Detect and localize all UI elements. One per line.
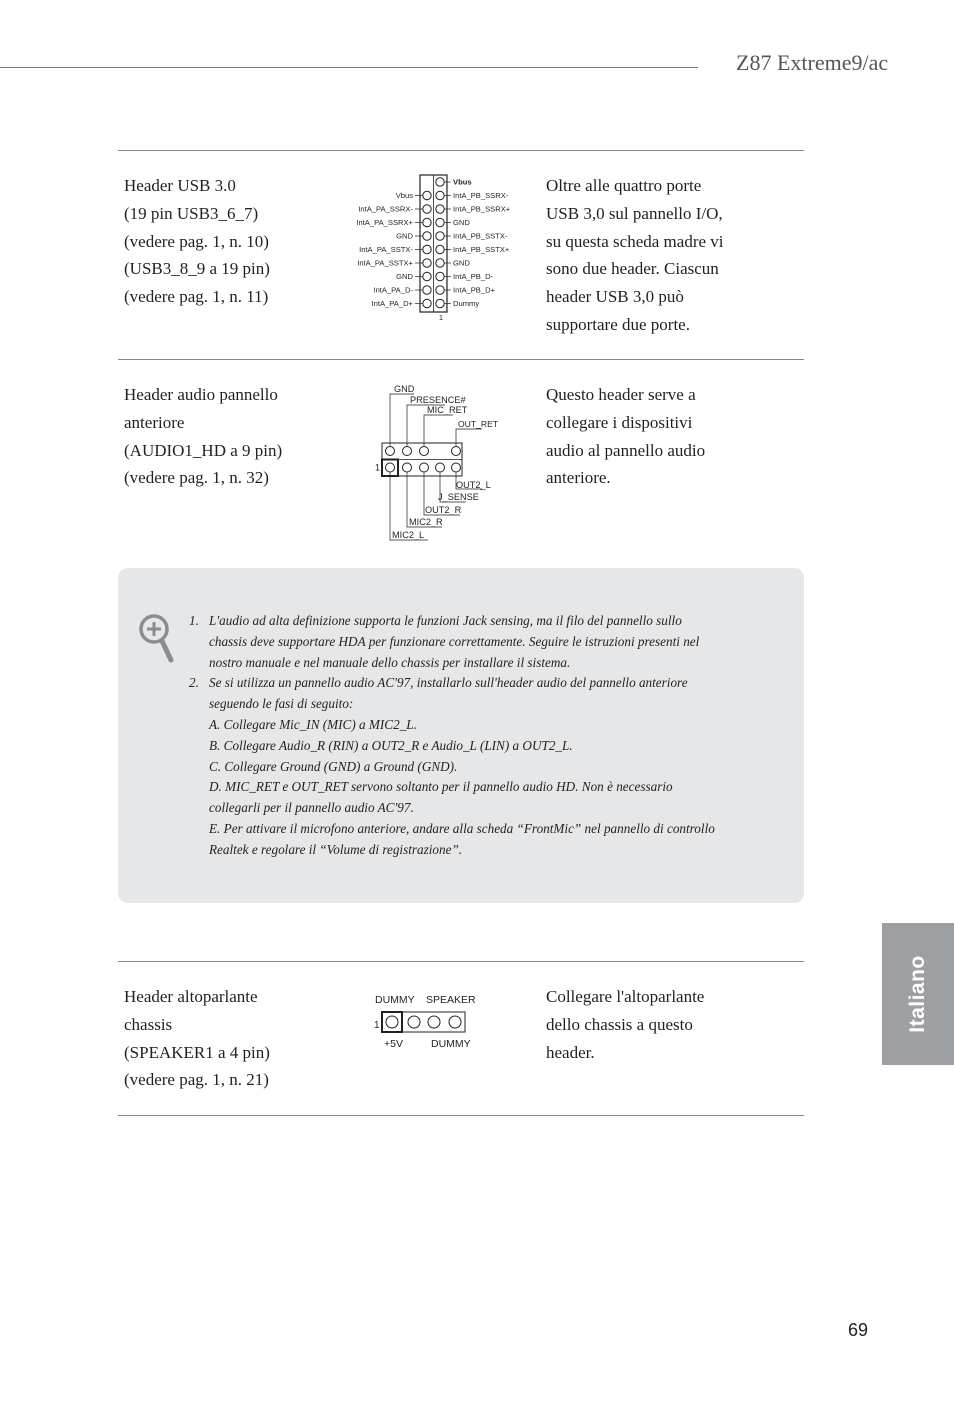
pin-label: GND <box>396 231 413 241</box>
pin-label: MIC2_R <box>409 517 443 527</box>
pin-label: IntA_PB_SSRX- <box>453 191 509 200</box>
speaker-description-line: dello chassis a questo <box>546 1014 693 1034</box>
pin-label: IntA_PB_D+ <box>453 285 496 295</box>
usb3-description-line: USB 3,0 sul pannello I/O, <box>546 203 723 223</box>
note-line: L'audio ad alta definizione supporta le funzioni Jack sensing, ma il filo del pannello sullo <box>209 613 682 628</box>
note-list <box>186 611 761 861</box>
pin-label: +5V <box>384 1038 403 1050</box>
audio-description-line: collegare i dispositivi <box>546 412 693 432</box>
usb3-title-line: Header USB 3.0 <box>124 176 236 195</box>
usb3-title-line: (USB3_8_9 a 19 pin) <box>124 259 270 279</box>
note-number: 2. <box>189 675 199 691</box>
usb3-title-line: (19 pin USB3_6_7) <box>124 203 259 223</box>
pin-label: GND <box>453 218 470 227</box>
note-line: seguendo le fasi di seguito: <box>209 696 354 712</box>
magnifier-icon <box>138 612 176 664</box>
pin-label: IntA_PB_SSTX- <box>453 231 508 241</box>
speaker-description-line: header. <box>546 1042 595 1062</box>
pin-label: IntA_PB_D- <box>453 272 494 281</box>
note-line: chassis deve supportare HDA per funzionare correttamente. Seguire le istruzioni presenti nel <box>209 633 700 649</box>
pin-label: IntA_PA_D- <box>373 285 413 295</box>
pin-label: GND <box>394 384 415 394</box>
pin-label: IntA_PB_SSRX+ <box>453 204 511 214</box>
pin1-marker: 1 <box>438 313 444 322</box>
pin-label: OUT2_R <box>425 505 462 515</box>
usb3-description-line: sono due header. Ciascun <box>546 259 719 279</box>
pin-label: Dummy <box>453 299 480 308</box>
pin-label: PRESENCE# <box>410 395 466 405</box>
usb3-description-line: Oltre alle quattro porte <box>546 176 702 195</box>
language-tab <box>882 923 954 1065</box>
pin-label: OUT2_L <box>456 480 491 490</box>
pin-label: GND <box>396 272 413 281</box>
pin-label: DUMMY <box>431 1038 471 1050</box>
speaker-title-block <box>124 983 270 1094</box>
pin-label: SPEAKER <box>426 994 476 1006</box>
section-divider <box>118 150 804 151</box>
page-number: 69 <box>848 1320 869 1340</box>
note-line: collegarli per il pannello audio AC'97. <box>209 800 414 816</box>
speaker-description-line: Collegare l'altoparlante <box>546 987 705 1006</box>
note-line: Se si utilizza un pannello audio AC'97, installarlo sull'header audio del pannello anteriore <box>209 675 688 691</box>
pin-label: MIC_RET <box>427 405 468 415</box>
usb3-description-line: supportare due porte. <box>546 314 690 334</box>
note-item <box>186 611 761 673</box>
note-line: nostro manuale e nel manuale dello chassis per installare il sistema. <box>209 654 571 670</box>
pin-label: IntA_PB_SSTX+ <box>453 245 510 254</box>
speaker-title-line: (vedere pag. 1, n. 21) <box>124 1070 269 1090</box>
pin-label: IntA_PA_SSRX- <box>358 204 413 214</box>
audio-description-line: Questo header serve a <box>546 385 696 404</box>
note-number: 1. <box>189 613 199 628</box>
speaker-title-line: Header altoparlante <box>124 987 258 1006</box>
pin-label: IntA_PA_SSTX+ <box>357 258 413 268</box>
pin-label: GND <box>453 258 470 268</box>
audio-description-line: anteriore. <box>546 468 611 488</box>
usb3-header-pinout-diagram <box>345 170 530 325</box>
audio-header-pinout-diagram <box>370 380 510 545</box>
note-item <box>186 673 761 860</box>
pin-label: MIC2_L <box>392 530 425 540</box>
language-tab-label: Italiano <box>906 955 929 1033</box>
note-line: C. Collegare Ground (GND) a Ground (GND). <box>209 758 458 774</box>
usb3-description-line: header USB 3,0 può <box>546 287 684 307</box>
pin-label: Vbus <box>395 191 413 200</box>
pin-label: IntA_PA_SSRX+ <box>356 218 413 227</box>
speaker-title-line: (SPEAKER1 a 4 pin) <box>124 1042 270 1062</box>
pin-label: IntA_PA_D+ <box>371 299 413 308</box>
speaker-description <box>546 983 704 1066</box>
usb3-title-block <box>124 172 270 311</box>
pin-label: DUMMY <box>375 994 415 1006</box>
note-line: D. MIC_RET e OUT_RET servono soltanto per il pannello audio HD. Non è necessario <box>209 779 673 795</box>
pin-label: J_SENSE <box>438 492 479 502</box>
speaker-header-pinout-diagram <box>370 990 495 1052</box>
pin1-marker: 1 <box>375 462 381 473</box>
speaker-title-line: chassis <box>124 1014 173 1034</box>
note-line: E. Per attivare il microfono anteriore, andare alla scheda “FrontMic” nel pannello di controllo <box>209 820 715 836</box>
section-divider <box>118 961 804 962</box>
note-line: Realtek e regolare il “Volume di registrazione”. <box>209 841 463 857</box>
header-rule <box>0 67 698 68</box>
audio-title-line: (vedere pag. 1, n. 32) <box>124 468 269 488</box>
audio-description <box>546 381 705 492</box>
audio-title-line: anteriore <box>124 412 185 432</box>
usb3-title-line: (vedere pag. 1, n. 11) <box>124 287 269 307</box>
pin-label: OUT_RET <box>458 419 499 429</box>
audio-title-line: Header audio pannello <box>124 385 278 404</box>
audio-title-block <box>124 381 282 492</box>
audio-description-line: audio al pannello audio <box>546 440 706 460</box>
usb3-description-line: su questa scheda madre vi <box>546 231 724 251</box>
usb3-description <box>546 172 724 339</box>
section-divider <box>118 1115 804 1116</box>
pin-label: Vbus <box>453 177 472 187</box>
section-divider <box>118 359 804 360</box>
pin1-marker: 1 <box>374 1020 380 1031</box>
pin-label: IntA_PA_SSTX- <box>359 245 413 254</box>
note-line: B. Collegare Audio_R (RIN) a OUT2_R e Audio_L (LIN) a OUT2_L. <box>209 737 573 753</box>
audio-title-line: (AUDIO1_HD a 9 pin) <box>124 440 283 460</box>
usb3-title-line: (vedere pag. 1, n. 10) <box>124 231 269 251</box>
note-line: A. Collegare Mic_IN (MIC) a MIC2_L. <box>209 716 417 732</box>
model-title: Z87 Extreme9/ac <box>736 50 889 75</box>
